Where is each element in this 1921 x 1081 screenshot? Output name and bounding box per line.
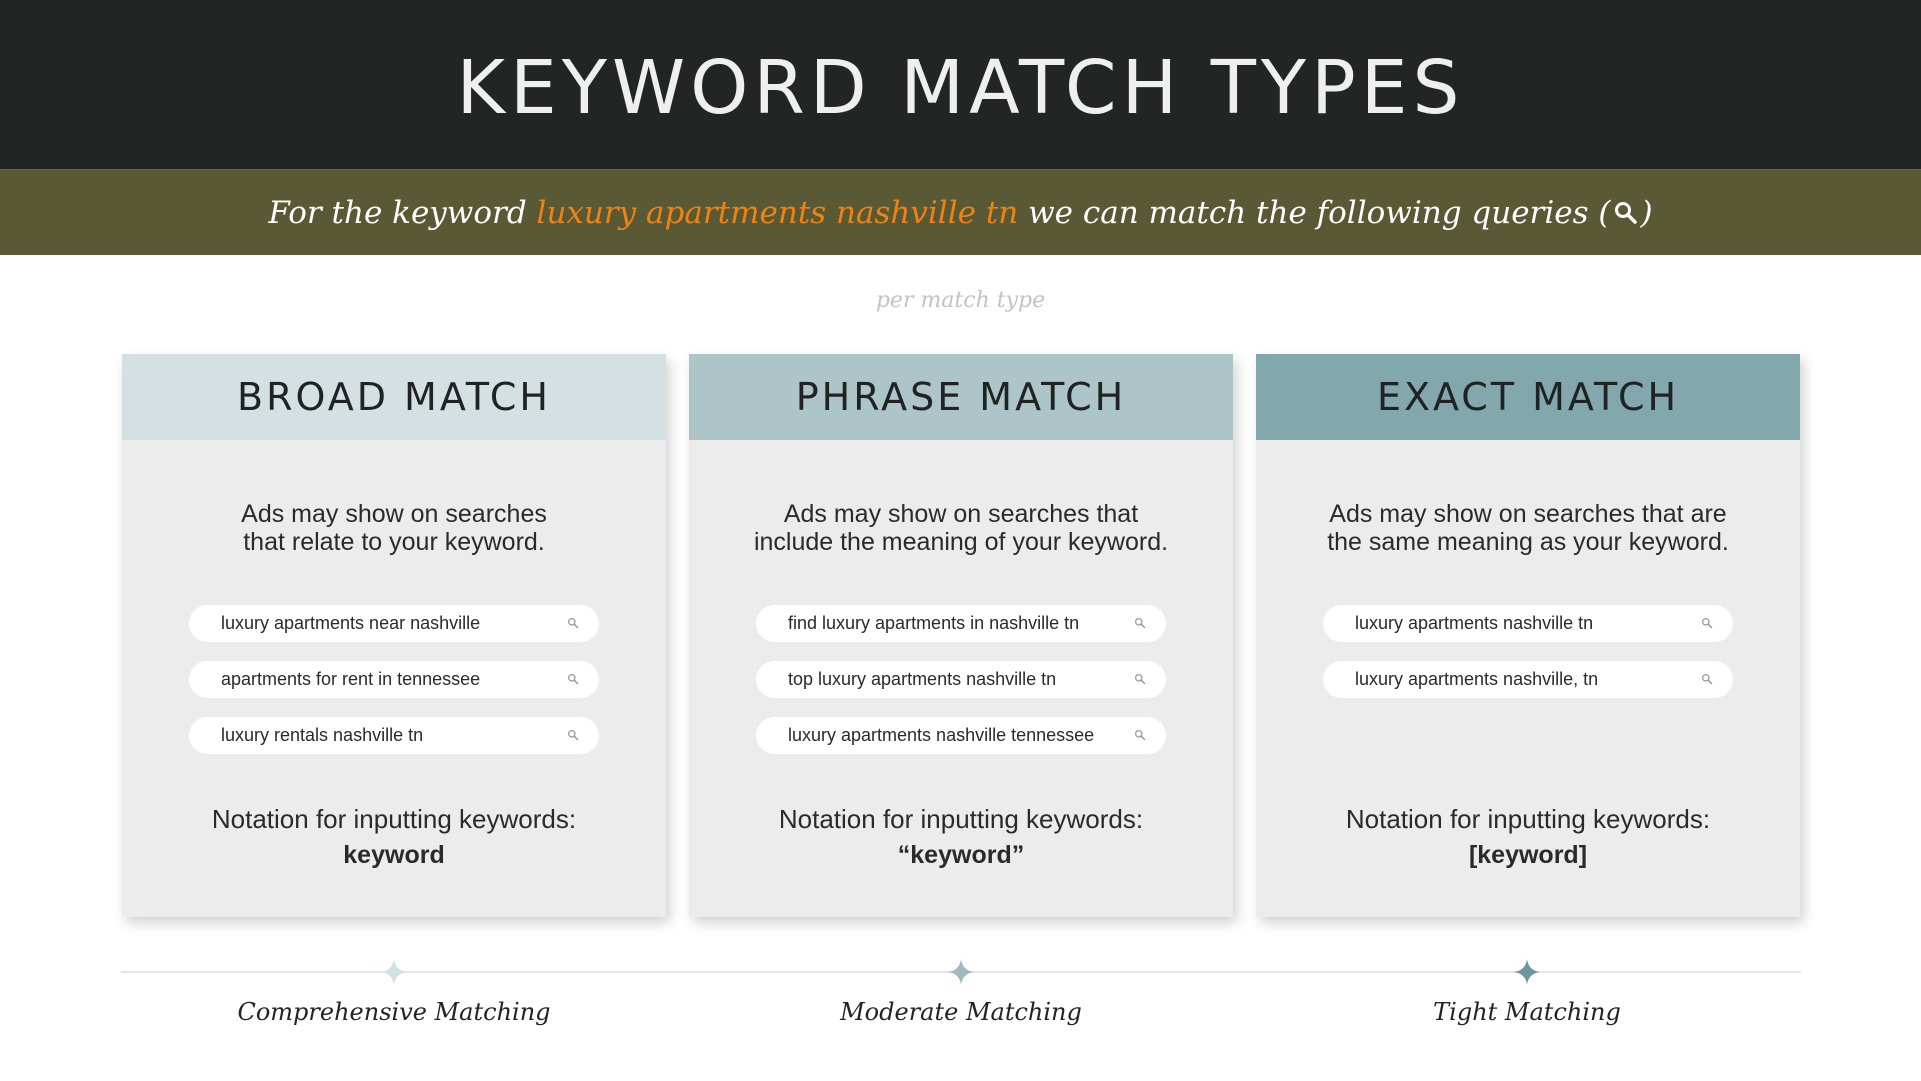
- query-list: [756, 605, 1166, 773]
- search-query-pill: [1323, 661, 1733, 698]
- search-query-pill: [189, 661, 599, 698]
- query-text: apartments for rent in tennessee: [221, 669, 481, 689]
- notation-value: [keyword]: [1468, 841, 1588, 869]
- notation-block: [689, 801, 1233, 873]
- banner-suffix: we can match the following queries (: [1028, 194, 1611, 231]
- notation-label: Notation for inputting keywords:: [778, 804, 1144, 834]
- banner-keyword: luxury apartments nashville tn: [536, 194, 1019, 231]
- keyword-banner-text: [268, 195, 1652, 231]
- search-icon: [1134, 613, 1146, 634]
- search-query-pill: [189, 717, 599, 754]
- notation-value: keyword: [343, 841, 445, 869]
- search-query-pill: [189, 605, 599, 642]
- page-header: [0, 0, 1921, 169]
- query-list: [1323, 605, 1733, 717]
- query-text: luxury apartments nashville, tn: [1355, 669, 1599, 689]
- query-text: luxury rentals nashville tn: [221, 725, 424, 745]
- card-title: PHRASE MATCH: [689, 354, 1233, 440]
- sparkle-icon: [1512, 957, 1542, 987]
- sparkle-icon: [379, 957, 409, 987]
- description-line: Ads may show on searches: [241, 500, 547, 528]
- card-description: [122, 500, 666, 556]
- search-query-pill: [756, 717, 1166, 754]
- notation-block: [122, 801, 666, 873]
- card-title: EXACT MATCH: [1256, 354, 1800, 440]
- sparkle-icon: [946, 957, 976, 987]
- search-icon: [567, 725, 579, 746]
- banner-close: ): [1640, 194, 1653, 231]
- scale-label: Tight Matching: [1433, 998, 1621, 1026]
- search-query-pill: [756, 605, 1166, 642]
- notation-block: [1256, 801, 1800, 873]
- card-title: BROAD MATCH: [122, 354, 666, 440]
- scale-label: Comprehensive Matching: [237, 998, 551, 1026]
- search-icon: [1701, 613, 1713, 634]
- description-line: include the meaning of your keyword.: [753, 528, 1169, 556]
- scale-label: Moderate Matching: [840, 998, 1082, 1026]
- card-description: [689, 500, 1233, 556]
- query-text: find luxury apartments in nashville tn: [788, 613, 1080, 633]
- page-title: KEYWORD MATCH TYPES: [456, 44, 1465, 131]
- caption: per match type: [875, 288, 1046, 313]
- search-icon: [1134, 725, 1146, 746]
- notation-label: Notation for inputting keywords:: [211, 804, 577, 834]
- search-icon: [1701, 669, 1713, 690]
- query-text: luxury apartments nashville tennessee: [788, 725, 1095, 745]
- search-icon: [1134, 669, 1146, 690]
- description-line: Ads may show on searches that: [783, 500, 1139, 528]
- match-type-card: [1256, 354, 1800, 917]
- description-line: that relate to your keyword.: [243, 528, 545, 556]
- search-query-pill: [756, 661, 1166, 698]
- banner-prefix: For the keyword: [268, 194, 527, 231]
- card-description: [1256, 500, 1800, 556]
- match-type-card: [122, 354, 666, 917]
- notation-value: “keyword”: [897, 841, 1025, 869]
- search-icon: [1613, 198, 1639, 224]
- query-text: top luxury apartments nashville tn: [788, 669, 1057, 689]
- search-query-pill: [1323, 605, 1733, 642]
- description-line: the same meaning as your keyword.: [1327, 528, 1729, 556]
- search-icon: [567, 669, 579, 690]
- match-type-card: [689, 354, 1233, 917]
- notation-label: Notation for inputting keywords:: [1345, 804, 1711, 834]
- keyword-banner: [0, 169, 1921, 255]
- query-text: luxury apartments nashville tn: [1355, 613, 1594, 633]
- query-text: luxury apartments near nashville: [221, 613, 481, 633]
- description-line: Ads may show on searches that are: [1329, 500, 1727, 528]
- query-list: [189, 605, 599, 773]
- search-icon: [567, 613, 579, 634]
